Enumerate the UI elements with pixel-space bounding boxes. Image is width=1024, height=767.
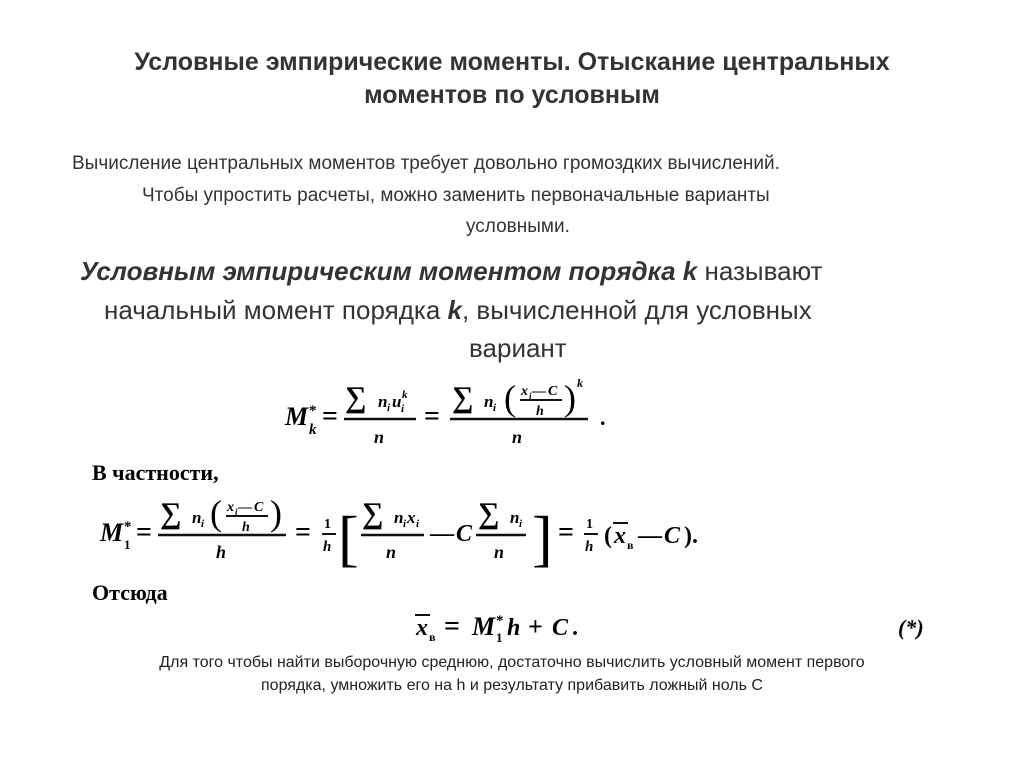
sample-mean-formula [415,611,578,645]
svg-text:h: h [242,520,250,535]
svg-text:i: i [235,507,238,517]
svg-text:n: n [512,427,523,447]
svg-text:i: i [529,391,532,401]
svg-text:.: . [572,615,578,641]
svg-text:M: M [285,402,309,431]
intro-line2: Чтобы упростить расчеты, можно заменить первоначальные варианты [142,185,770,206]
svg-text:i: i [401,403,405,415]
svg-text:—: — [238,500,252,515]
svg-text:=: = [136,517,152,548]
svg-text:u: u [392,392,402,411]
svg-text:(: ( [504,378,516,418]
definition-verb: называют [697,256,823,286]
conclusion-line1: Для того чтобы найти выборочную среднюю, достаточно вычислить условный момент первого [159,654,865,671]
svg-text:n: n [510,508,520,527]
svg-text:k: k [577,376,583,390]
svg-text:h: h [585,539,594,555]
svg-text:=: = [295,517,311,548]
svg-text:[: [ [338,505,359,573]
svg-text:): ) [270,493,282,533]
svg-text:i: i [519,518,523,530]
svg-text:C: C [548,384,558,399]
definition-term: Условным эмпирическим моментом порядка k [80,256,698,286]
svg-text:—: — [430,521,454,547]
svg-text:).: ). [684,523,698,549]
in-particular-label: В частности, [92,460,219,485]
svg-text:∑: ∑ [452,381,474,414]
svg-text:—: — [532,384,546,399]
svg-text:в: в [627,538,634,552]
hence-label: Отсюда [92,580,168,605]
conditional-moment-formula [284,376,606,447]
definition-line1 [80,253,822,290]
svg-text:(: ( [210,493,222,533]
svg-text:i: i [403,518,407,530]
svg-text:(: ( [604,523,612,549]
svg-text:+: + [528,612,543,641]
svg-text:h: h [216,542,227,562]
svg-text:n: n [192,508,202,527]
svg-text:C: C [456,521,473,547]
svg-text:i: i [201,518,205,530]
svg-text:x: x [227,500,234,515]
svg-text:x: x [614,523,626,549]
svg-text:∑: ∑ [478,497,500,530]
svg-text:i: i [493,402,497,414]
svg-text:n: n [374,427,385,447]
svg-text:C: C [254,500,264,515]
svg-text:1: 1 [124,537,131,552]
svg-text:n: n [484,392,494,411]
svg-text:∑: ∑ [345,381,367,414]
svg-text:в: в [429,630,436,644]
definition-line2-post: , вычисленной для условных [461,295,812,325]
svg-text:n: n [378,392,388,411]
svg-text:—: — [638,523,662,549]
svg-text:n: n [494,542,505,562]
svg-text:1: 1 [324,517,331,532]
first-moment-formula [99,493,698,573]
svg-text:1: 1 [586,517,593,532]
svg-text:k: k [309,422,317,438]
formula-scan [80,365,960,650]
svg-text:M: M [100,518,124,547]
svg-text:x: x [521,384,528,399]
svg-text:h: h [323,539,332,555]
svg-text:=: = [322,401,338,432]
conclusion [20,651,1004,697]
svg-text:1: 1 [496,630,503,645]
svg-text:): ) [564,378,576,418]
svg-text:i: i [416,518,420,530]
svg-text:*: * [496,613,504,629]
svg-text:∑: ∑ [362,497,384,530]
definition-line2 [104,292,812,329]
svg-text:x: x [407,508,416,527]
svg-text:i: i [387,402,391,414]
svg-text:x: x [416,615,428,641]
intro-line1: Вычисление центральных моментов требует довольно громоздких вычислений. [72,153,780,174]
intro-line3: условными. [466,216,570,237]
svg-text:k: k [402,389,408,401]
definition-line3: вариант [469,333,567,363]
svg-text:n: n [394,508,404,527]
svg-text:=: = [558,517,574,548]
svg-text:*: * [309,403,317,419]
slide-title-line2: моментов по условным [364,81,660,109]
slide-title [40,46,984,112]
conclusion-line2: порядка, умножить его на h и результату прибавить ложный ноль С [261,677,763,694]
svg-text:∑: ∑ [160,497,182,530]
svg-text:=: = [424,401,440,432]
svg-text:=: = [444,611,460,642]
svg-text:.: . [600,405,606,430]
svg-text:C: C [664,523,681,549]
slide-title-line1: Условные эмпирические моменты. Отыскание центральных [134,48,890,76]
equation-star-label: (*) [898,615,924,640]
svg-text:n: n [386,542,397,562]
svg-text:h: h [507,615,521,641]
svg-text:]: ] [532,505,553,573]
svg-text:C: C [552,615,569,641]
definition-line2-pre: начальный момент порядка [104,295,448,325]
svg-text:h: h [536,404,544,419]
definition-order-k: k [447,295,462,325]
svg-text:M: M [472,612,496,641]
svg-text:*: * [124,519,132,535]
